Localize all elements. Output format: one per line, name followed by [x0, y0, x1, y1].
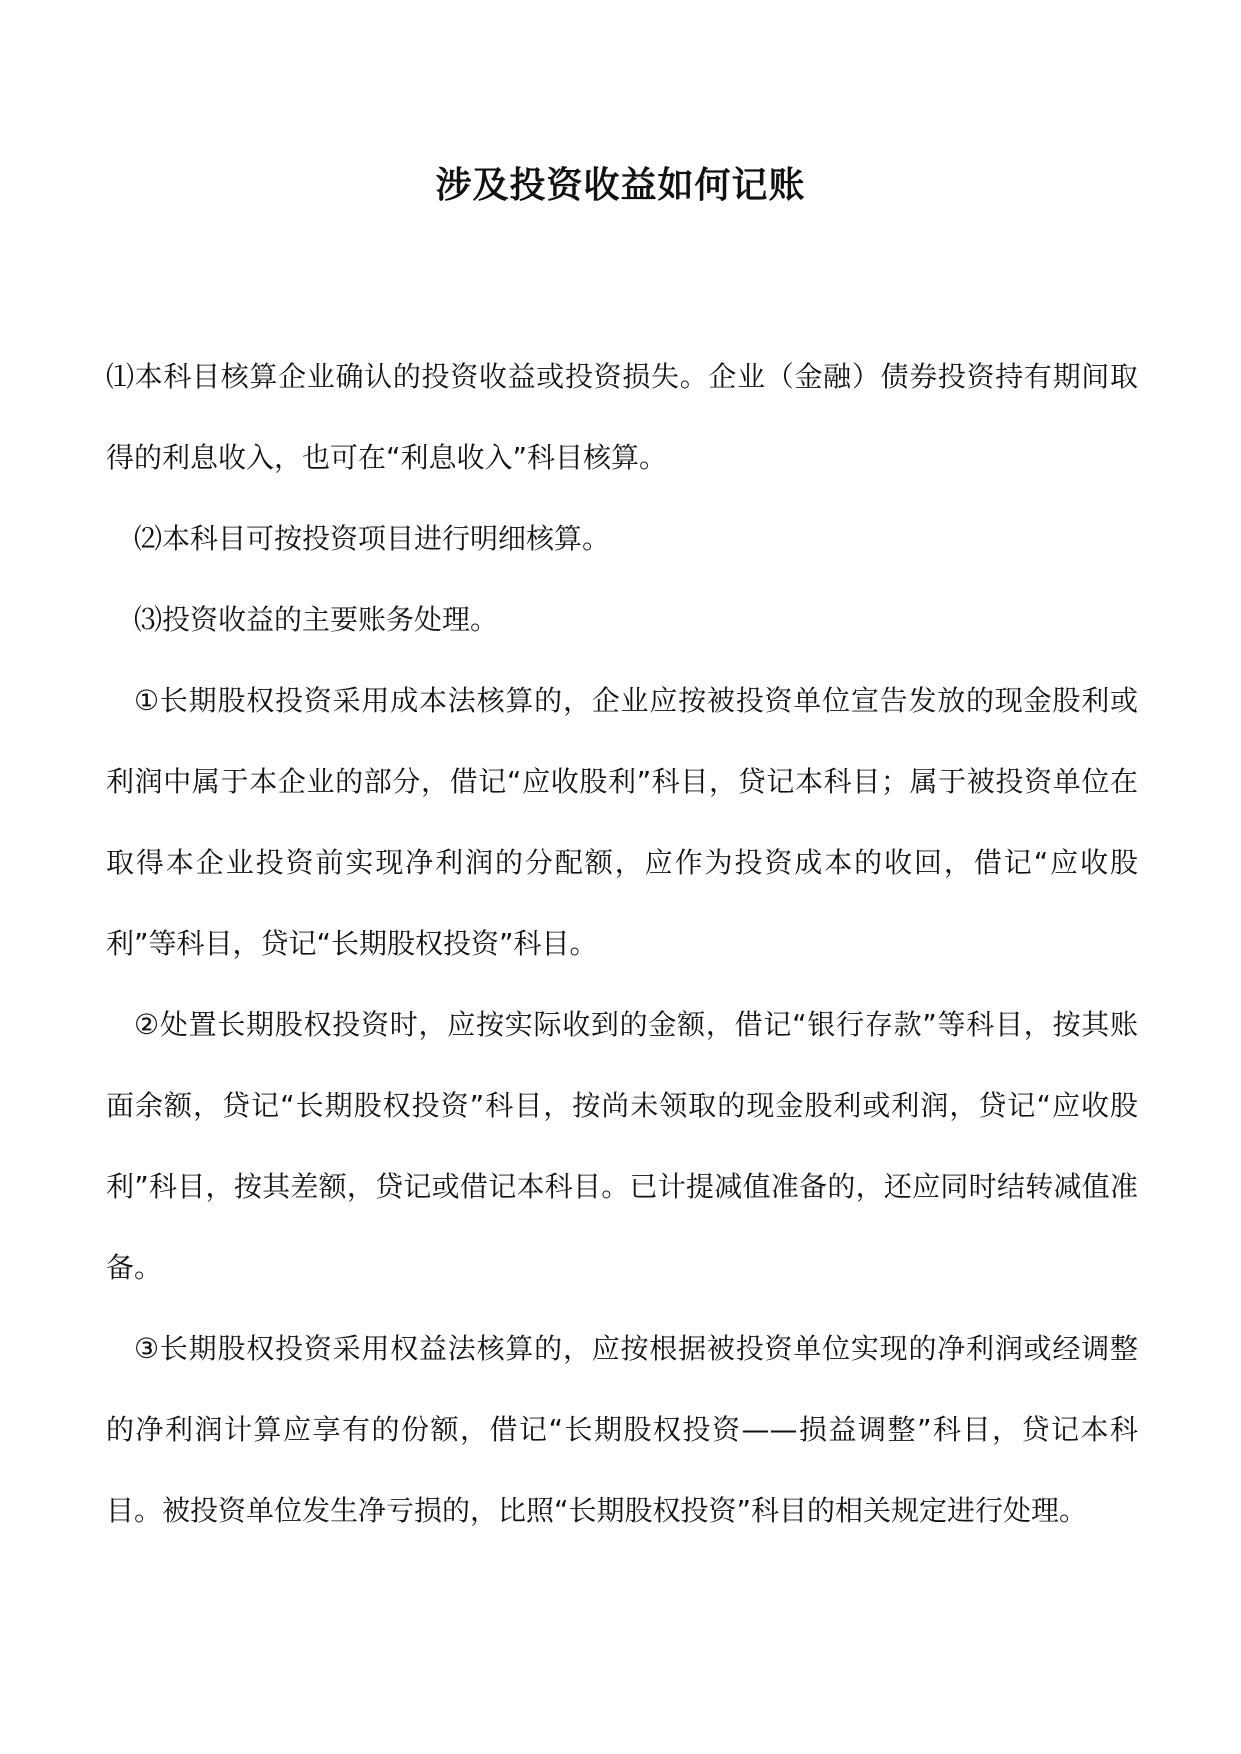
paragraph-3: ⑶投资收益的主要账务处理。 [134, 603, 499, 636]
paragraph-2: ⑵本科目可按投资项目进行明细核算。 [134, 522, 611, 555]
paragraph-5: ②处置长期股权投资时，应按实际收到的金额，借记“银行存款”等科目，按其账面余额，贷记“长期股权投资”科目，按尚未领取的现金股利或利润，贷记“应收股利”科目，按其差额，贷记或借记本科目。已计提减值准备的，还应同时结转减值准备。 [106, 1008, 1138, 1284]
document-title: 涉及投资收益如何记账 [435, 165, 806, 206]
paragraph-4: ①长期股权投资采用成本法核算的，企业应按被投资单位宣告发放的现金股利或利润中属于本企业的部分，借记“应收股利”科目，贷记本科目；属于被投资单位在取得本企业投资前实现净利润的分配额，应作为投资成本的收回，借记“应收股利”等科目，贷记“长期股权投资”科目。 [106, 684, 1138, 960]
document-body [106, 336, 1138, 1551]
paragraph-1: ⑴本科目核算企业确认的投资收益或投资损失。企业（金融）债券投资持有期间取得的利息收入，也可在“利息收入”科目核算。 [106, 360, 1138, 474]
paragraph-6: ③长期股权投资采用权益法核算的，应按根据被投资单位实现的净利润或经调整的净利润计算应享有的份额，借记“长期股权投资——损益调整”科目，贷记本科目。被投资单位发生净亏损的，比照“长期股权投资”科目的相关规定进行处理。 [106, 1332, 1138, 1527]
